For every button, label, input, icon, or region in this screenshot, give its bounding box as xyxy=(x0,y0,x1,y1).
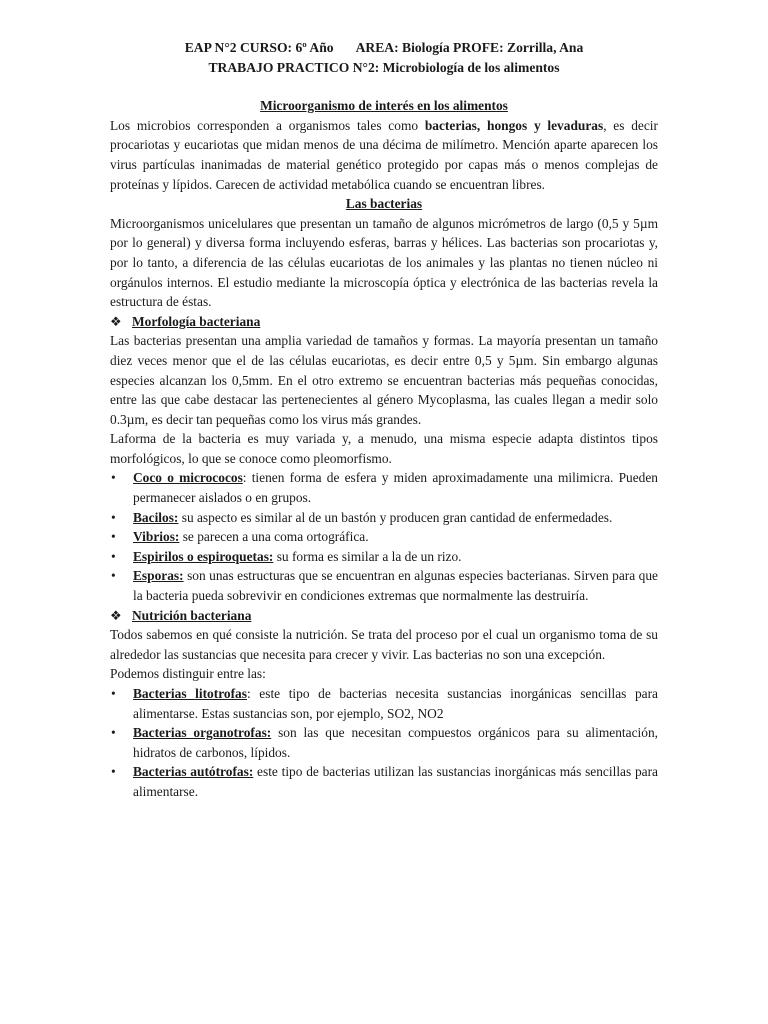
nutricion-paragraph-1: Todos sabemos en qué consiste la nutrición. Se trata del proceso por el cual un organismo toma de su alrededor las sustancias que necesita para crecer y vivir. Las bacterias no son una excepción. xyxy=(110,627,658,662)
intro-paragraph: Los microbios corresponden a organismos tales como bacterias, hongos y levaduras, es decir procariotas y eucariotas que midan menos de una décima de milímetro. Mención aparte aparecen los virus partículas inanimadas de material genético protegido por capas más o menos complejas de proteínas y lípidos. Carecen de actividad metabólica cuando se encuentran libres. xyxy=(110,117,658,192)
list-item: • Bacterias autótrofas: este tipo de bacterias utilizan las sustancias inorgánicas más sencillas para alimentarse. xyxy=(111,764,658,799)
nutricion-list xyxy=(110,684,658,802)
morfologia-paragraph-2: Laforma de la bacteria es muy variada y, a menudo, una misma especie adapta distintos tipos morfológicos, lo que se conoce como pleomorfismo. xyxy=(110,431,658,466)
list-item: • Esporas: son unas estructuras que se encuentran en algunas especies bacterianas. Sirven para que la bacteria pueda sobrevivir en condiciones extremas que normalmente las destruiría. xyxy=(111,568,658,604)
list-item: • Espirilos o espiroquetas: su forma es similar a la de un rizo. xyxy=(110,547,658,567)
bullet-icon: • xyxy=(111,764,116,780)
bullet-icon: • xyxy=(111,568,116,584)
bullet-icon: • xyxy=(111,725,116,741)
header-line-1 xyxy=(110,38,658,58)
bacterias-title: Las bacterias xyxy=(345,196,423,212)
bacterias-paragraph: Microorganismos unicelulares que presentan un tamaño de algunos micrómetros de largo (0,5 y 5µm por lo general) y diversa forma incluyendo esferas, barras y hélices. Las bacterias son procariotas y, por lo tanto, a diferencia de las células eucariotas de los animales y las plantas no tienen núcleo ni orgánulos internos. El estudio mediante la microscopía óptica y electrónica de las bacterias revela la estructura de éstas. xyxy=(110,215,658,310)
list-item: • Vibrios: se parecen a una coma ortográfica. xyxy=(110,527,658,547)
morfologia-title: Morfología bacteriana xyxy=(132,313,261,329)
morfologia-paragraph-1: Las bacterias presentan una amplia variedad de tamaños y formas. La mayoría presentan un tamaño diez veces menor que el de las células eucariotas, es decir entre 0,5 y 5µm. Sin embargo algunas especies alcanzan los 0,5mm. En el otro extremo se encuentran bacterias más pequeñas conocidas, entre las que cabe destacar las pertenecientes al género Mycoplasma, las cuales llegan a medir solo 0.3µm, es decir tan pequeñas como los virus más grandes. xyxy=(110,333,658,427)
diamond-bullet-icon: ❖ xyxy=(110,313,122,329)
diamond-bullet-icon: ❖ xyxy=(110,607,122,623)
bullet-icon: • xyxy=(111,686,116,701)
intro-title: Microorganismo de interés en los alimentos xyxy=(260,98,508,114)
list-item: • Bacterias litotrofas: este tipo de bacterias necesita sustancias inorgánicas sencillas para alimentarse. Estas sustancias son, por ejemplo, SO2, NO2 xyxy=(111,686,658,721)
header-area-teacher: AREA: Biología PROFE: Zorrilla, Ana xyxy=(355,40,584,55)
bullet-icon: • xyxy=(111,470,116,486)
header-course: EAP N°2 CURSO: 6º Año xyxy=(184,40,334,55)
bullet-icon: • xyxy=(111,509,116,525)
bullet-icon: • xyxy=(111,529,116,545)
nutricion-heading xyxy=(110,606,658,626)
list-item: • Bacilos: su aspecto es similar al de un bastón y producen gran cantidad de enfermedades. xyxy=(110,508,658,528)
nutricion-paragraph-2: Podemos distinguir entre las: xyxy=(110,666,266,682)
header-line-2: TRABAJO PRACTICO N°2: Microbiología de los alimentos xyxy=(208,59,560,75)
list-item: • Coco o micrococos: tienen forma de esfera y miden aproximadamente una milimicra. Pueden permanecer aislados o en grupos. xyxy=(111,470,658,506)
morfologia-list xyxy=(110,468,658,605)
bullet-icon: • xyxy=(111,548,116,564)
nutricion-title: Nutrición bacteriana xyxy=(132,607,252,623)
list-item: • Bacterias organotrofas: son las que necesitan compuestos orgánicos para su alimentación, hidratos de carbonos, lípidos. xyxy=(111,725,658,760)
morfologia-heading xyxy=(110,312,658,332)
